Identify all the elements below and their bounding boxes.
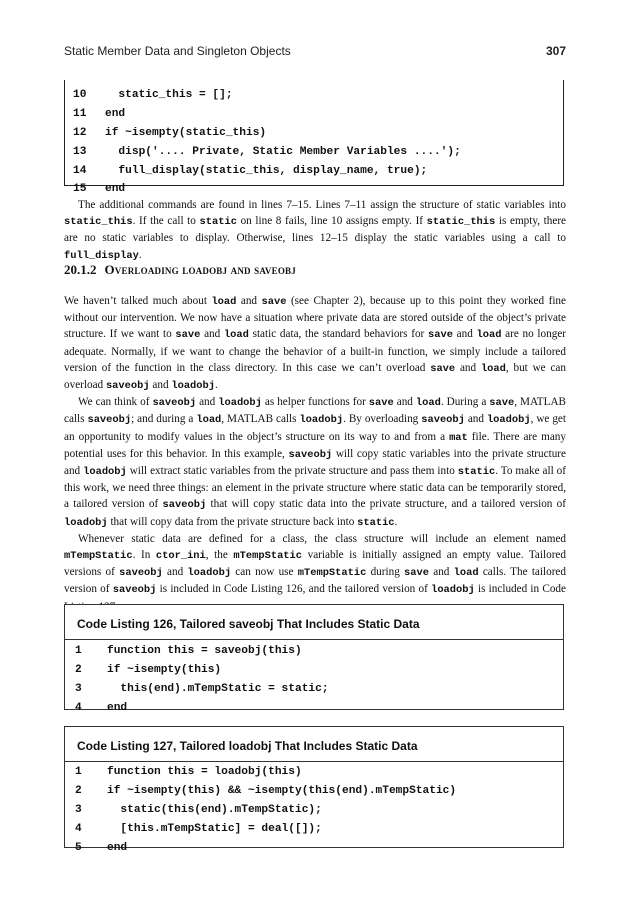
text: calls. The tailored version of xyxy=(64,566,566,596)
code-line xyxy=(73,161,555,180)
inline-code: loadobj xyxy=(187,567,232,580)
code-text: static_this = []; xyxy=(105,89,233,102)
inline-code: load xyxy=(211,296,237,308)
code-line xyxy=(75,838,555,857)
text: that will copy data from the private structure back into xyxy=(107,515,358,528)
text: , MATLAB calls xyxy=(64,396,567,426)
line-number: 4 xyxy=(75,822,82,835)
page-number: 307 xyxy=(545,44,566,58)
text: as helper functions for xyxy=(261,396,369,409)
line-number: 1 xyxy=(75,766,82,779)
inline-code: load xyxy=(415,397,441,410)
code-text: end xyxy=(107,701,128,714)
inline-code: saveobj xyxy=(162,499,207,512)
running-head xyxy=(64,44,566,62)
inline-code: loadobj xyxy=(171,380,215,393)
caption-divider xyxy=(65,639,563,640)
paragraph-static-display xyxy=(64,197,566,264)
text: is empty, there are no static variables to display. Otherwise, lines 12–15 display the static variables using a call to xyxy=(64,215,567,245)
code-text: static(this(end).mTempStatic); xyxy=(107,803,322,816)
text: , we get an opportunity to modify values in the object’s structure on its way to and from a xyxy=(64,413,566,443)
section-number: 20.1.2 xyxy=(64,262,97,277)
code-text: if ~isempty(this) && ~isempty(this(end).mTempStatic) xyxy=(107,785,457,798)
code-text: disp('.... Private, Static Member Variables ....'); xyxy=(105,145,461,158)
inline-code: saveobj xyxy=(421,414,465,427)
inline-code: saveobj xyxy=(105,380,150,393)
line-number: 10 xyxy=(73,89,87,102)
code-listing-126 xyxy=(64,604,564,714)
text: file. There are many potential uses for this behavior. In this example, xyxy=(64,430,566,460)
inline-code: static_this xyxy=(426,216,496,229)
text: , MATLAB calls xyxy=(221,413,300,426)
section-title: Overloading loadobj and saveobj xyxy=(104,262,296,277)
text: Whenever static data are defined for a class, the class structure will include an element named xyxy=(78,532,566,545)
text: . xyxy=(394,515,398,528)
inline-code: saveobj xyxy=(288,448,333,461)
inline-code: loadobj xyxy=(83,466,127,479)
inline-code: saveobj xyxy=(119,567,163,580)
line-number: 12 xyxy=(73,126,87,139)
text: variable is initially assigned an empty value. Tailored versions of xyxy=(64,549,566,579)
code-line xyxy=(73,105,555,124)
code-line xyxy=(75,763,555,782)
text: . xyxy=(138,248,142,261)
inline-code: load xyxy=(476,329,502,342)
code-text: if ~isempty(static_this) xyxy=(105,126,267,139)
listing-caption: Code Listing 126, Tailored saveobj That Includes Static Data xyxy=(77,617,420,631)
inline-code: mTempStatic xyxy=(64,550,133,563)
text: and xyxy=(236,295,262,307)
inline-code: save xyxy=(175,329,201,342)
text: . During a xyxy=(440,396,490,409)
inline-code: loadobj xyxy=(299,414,344,427)
code-listing-127 xyxy=(64,726,564,854)
inline-code: save xyxy=(489,397,515,410)
code-line xyxy=(73,86,555,105)
inline-code: loadobj xyxy=(486,414,531,427)
text: can now use xyxy=(231,566,298,579)
code-text: [this.mTempStatic] = deal([]); xyxy=(107,822,322,835)
inline-code: mat xyxy=(449,431,468,444)
line-number: 3 xyxy=(75,803,82,816)
inline-code: save xyxy=(261,296,287,308)
line-number: 2 xyxy=(75,785,82,798)
code-text: function this = saveobj(this) xyxy=(107,645,302,658)
line-number: 4 xyxy=(75,701,82,714)
line-number: 1 xyxy=(75,645,82,658)
text: will extract static variables from the private structure and pass them into xyxy=(126,465,458,478)
code-line xyxy=(75,661,555,680)
code-line xyxy=(73,180,555,199)
inline-code: loadobj xyxy=(218,397,262,410)
text: and xyxy=(200,328,224,341)
code-lines xyxy=(75,642,555,717)
code-text: function this = loadobj(this) xyxy=(107,766,302,779)
text: and xyxy=(196,396,219,409)
code-lines xyxy=(75,763,555,857)
inline-code: loadobj xyxy=(64,516,108,529)
text: and xyxy=(455,361,481,374)
text: on line 8 fails, line 10 assigns empty. If xyxy=(236,215,427,228)
inline-code: ctor_ini xyxy=(155,550,206,563)
text: during xyxy=(366,566,405,579)
code-text: full_display(static_this, display_name, true); xyxy=(105,164,428,177)
code-text: this(end).mTempStatic = static; xyxy=(107,682,329,695)
inline-code: full_display xyxy=(64,249,139,262)
inline-code: load xyxy=(223,329,249,342)
inline-code: load xyxy=(453,567,479,580)
inline-code: static xyxy=(357,516,395,529)
code-line xyxy=(75,801,555,820)
inline-code: save xyxy=(430,362,456,375)
line-number: 3 xyxy=(75,682,82,695)
text: and xyxy=(452,328,477,341)
line-number: 11 xyxy=(73,108,87,121)
inline-code: save xyxy=(404,567,429,580)
line-number: 15 xyxy=(73,183,87,196)
text: is included in Code xyxy=(477,583,566,596)
inline-code: static_this xyxy=(64,216,133,229)
code-line xyxy=(73,124,555,143)
text: will copy static variables into the private structure and xyxy=(64,447,566,478)
text: static data, the standard behaviors for xyxy=(248,328,428,341)
code-line xyxy=(75,642,555,661)
inline-code: load xyxy=(196,414,222,427)
text: The additional commands are found in lines 7–15. Lines 7–11 assign the structure of static variables into xyxy=(78,199,566,211)
caption-divider xyxy=(65,761,563,762)
line-number: 13 xyxy=(73,145,87,158)
code-line xyxy=(75,698,555,717)
inline-code: saveobj xyxy=(87,414,132,427)
code-listing-continuation xyxy=(64,80,564,196)
text: , but we can overload xyxy=(64,361,566,392)
inline-code: load xyxy=(480,362,506,375)
code-lines xyxy=(73,86,555,199)
line-number: 14 xyxy=(73,164,87,177)
code-line xyxy=(75,819,555,838)
text: (see Chapter 2), because up to this point they worked fine without our intervention. We now have a situation where private data are stored outside of the object’s private structure. If we want to xyxy=(64,295,566,341)
text: and xyxy=(162,566,188,579)
code-text: if ~isempty(this) xyxy=(107,664,222,677)
section-heading xyxy=(64,262,566,278)
inline-code: static xyxy=(199,216,237,229)
text: is included in Code Listing 126, and the tailored version of xyxy=(156,583,432,596)
inline-code: saveobj xyxy=(112,584,157,597)
code-text: end xyxy=(105,108,126,121)
inline-code: save xyxy=(368,397,394,410)
text: and xyxy=(464,413,487,426)
text: . By overloading xyxy=(343,413,422,426)
code-line xyxy=(75,680,555,699)
inline-code: loadobj xyxy=(431,584,475,597)
text: . If the call to xyxy=(132,215,200,228)
listing-caption: Code Listing 127, Tailored loadobj That Includes Static Data xyxy=(77,739,418,753)
section-body xyxy=(64,293,566,615)
inline-code: mTempStatic xyxy=(233,550,303,563)
text: and xyxy=(393,396,416,409)
text: . xyxy=(215,379,218,392)
text: . To make all of this work, we need three things: an element in the private structure where static data can be temporarily stored, a tailored version of xyxy=(64,465,566,511)
text: that will copy static data into the private structure, and a tailored version of xyxy=(206,498,567,511)
inline-code: saveobj xyxy=(152,397,197,410)
code-line xyxy=(75,782,555,801)
running-title: Static Member Data and Singleton Objects xyxy=(64,44,291,58)
inline-code: mTempStatic xyxy=(297,567,367,580)
code-text: end xyxy=(107,841,128,854)
line-number: 2 xyxy=(75,664,82,677)
text: ; and during a xyxy=(131,413,197,426)
text: and xyxy=(429,566,454,579)
text: We haven’t talked much about xyxy=(64,295,212,307)
text: , the xyxy=(205,549,234,562)
text: and xyxy=(149,379,172,392)
text: are no longer adequate. Normally, if we want to change the behavior of a built-in function, we simply include a tailored version of the function in the class directory. In this case we can’t overload xyxy=(64,328,567,374)
line-number: 5 xyxy=(75,841,82,854)
text: We can think of xyxy=(78,396,153,409)
code-line xyxy=(73,142,555,161)
inline-code: save xyxy=(427,329,453,342)
code-text: end xyxy=(105,183,126,196)
inline-code: static xyxy=(457,466,496,479)
text: . In xyxy=(132,549,156,562)
